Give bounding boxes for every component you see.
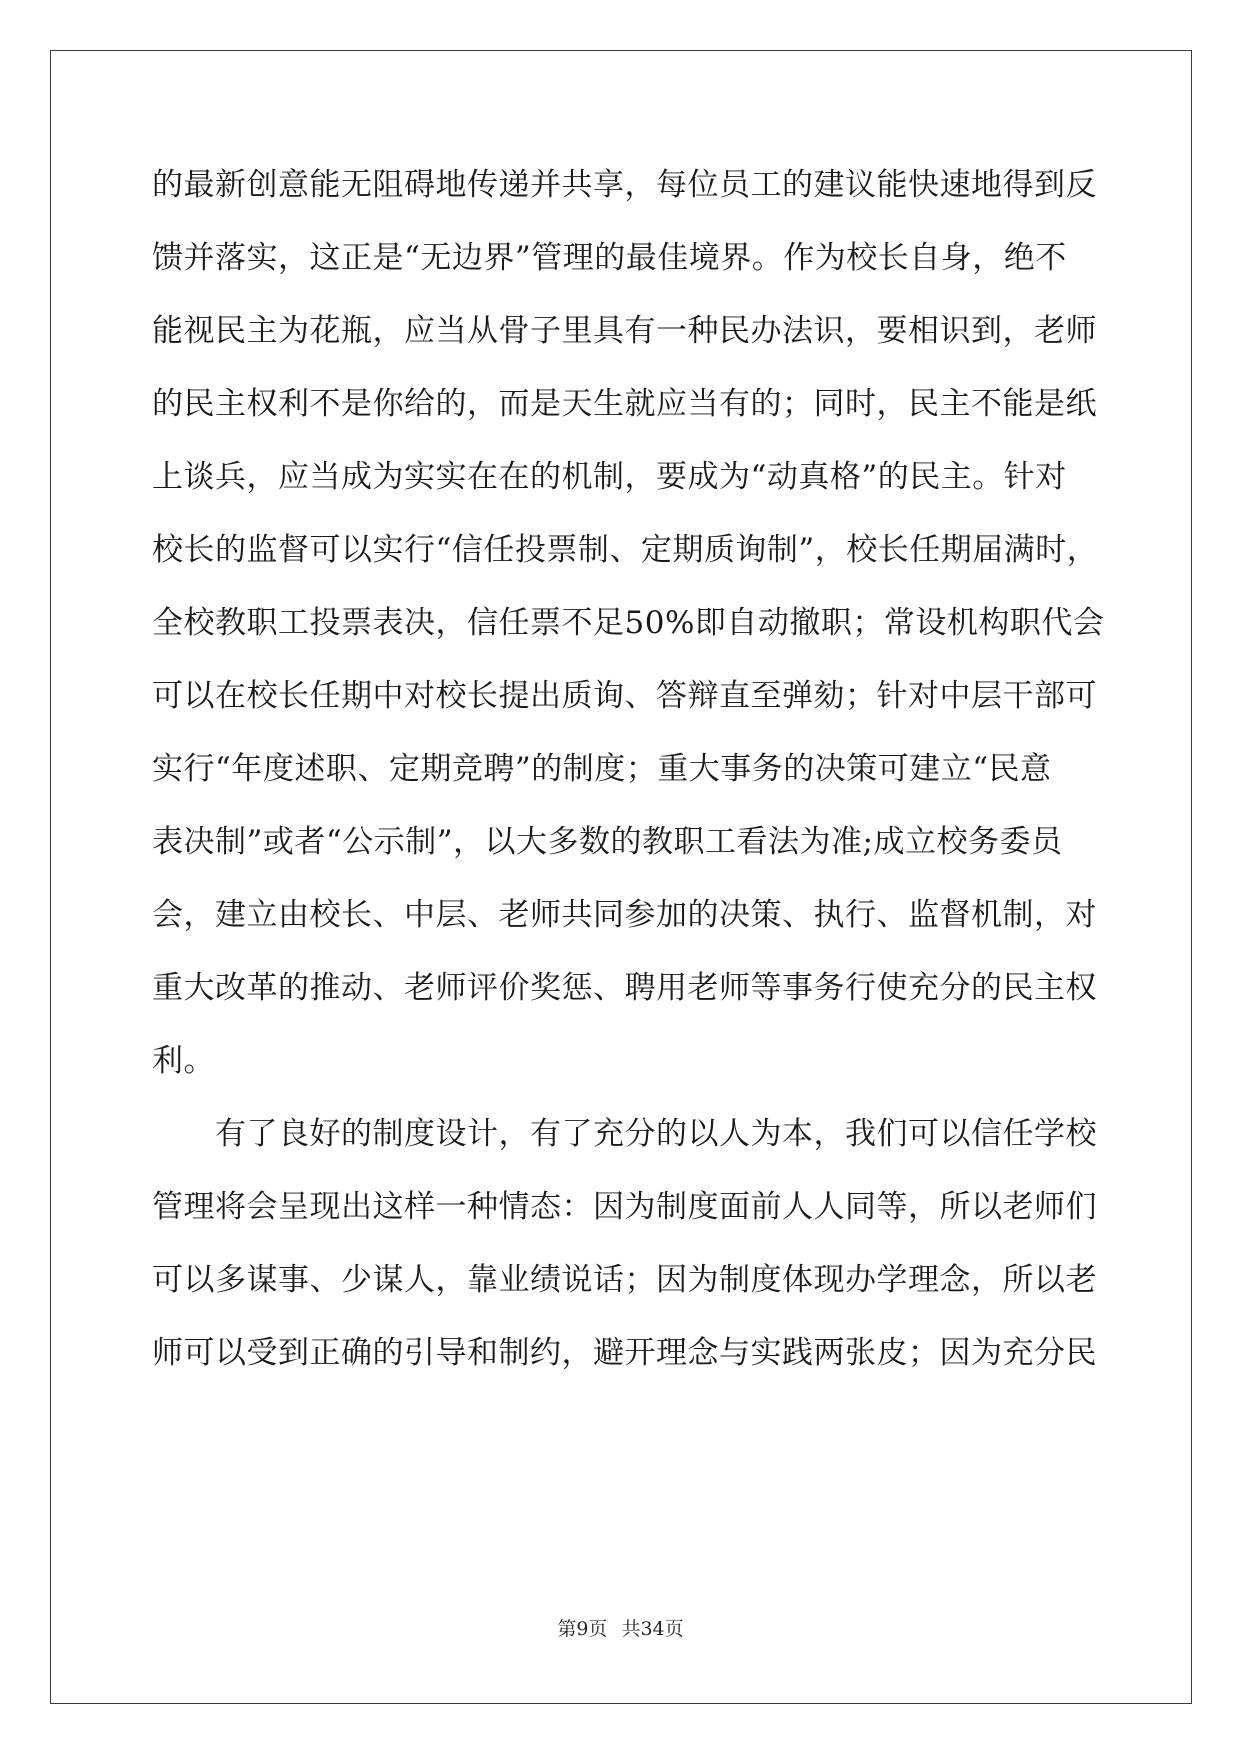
text-line: 师可以受到正确的引导和制约，避开理念与实践两张皮；因为充分民: [152, 1335, 1097, 1371]
text-line: 实行“年度述职、定期竞聘”的制度；重大事务的决策可建立“民意: [152, 751, 1052, 787]
page-number: 第9页: [557, 1618, 608, 1640]
text-line: 可以在校长任期中对校长提出质询、答辩直至弹劾；针对中层干部可: [152, 678, 1097, 714]
text-line: 能视民主为花瓶，应当从骨子里具有一种民办法识，要相识到，老师: [152, 313, 1097, 349]
text-line: 会，建立由校长、中层、老师共同参加的决策、执行、监督机制，对: [152, 897, 1097, 933]
text-line: 的民主权利不是你给的，而是天生就应当有的；同时，民主不能是纸: [152, 386, 1097, 422]
page-border: [50, 50, 1192, 1704]
text-line: 的最新创意能无阻碍地传递并共享，每位员工的建议能快速地得到反: [152, 167, 1097, 203]
page-total: 共34页: [621, 1618, 684, 1640]
text-line: 可以多谋事、少谋人，靠业绩说话；因为制度体现办学理念，所以老: [152, 1262, 1097, 1298]
text-line: 全校教职工投票表决，信任票不足50%即自动撤职；常设机构职代会: [152, 605, 1105, 641]
page-footer: [0, 1617, 1241, 1641]
text-line: 有了良好的制度设计，有了充分的以人为本，我们可以信任学校: [152, 1116, 1097, 1152]
text-line: 校长的监督可以实行“信任投票制、定期质询制”，校长任期届满时，: [152, 532, 1099, 568]
text-line: 上谈兵，应当成为实实在在的机制，要成为“动真格”的民主。针对: [152, 459, 1067, 495]
text-line: 利。: [152, 1043, 215, 1079]
text-line: 管理将会呈现出这样一种情态：因为制度面前人人同等，所以老师们: [152, 1189, 1097, 1225]
text-line: 重大改革的推动、老师评价奖惩、聘用老师等事务行使充分的民主权: [152, 970, 1097, 1006]
text-line: 馈并落实，这正是“无边界”管理的最佳境界。作为校长自身，绝不: [152, 240, 1067, 276]
text-line: 表决制”或者“公示制”，以大多数的教职工看法为准;成立校务委员: [152, 824, 1063, 860]
